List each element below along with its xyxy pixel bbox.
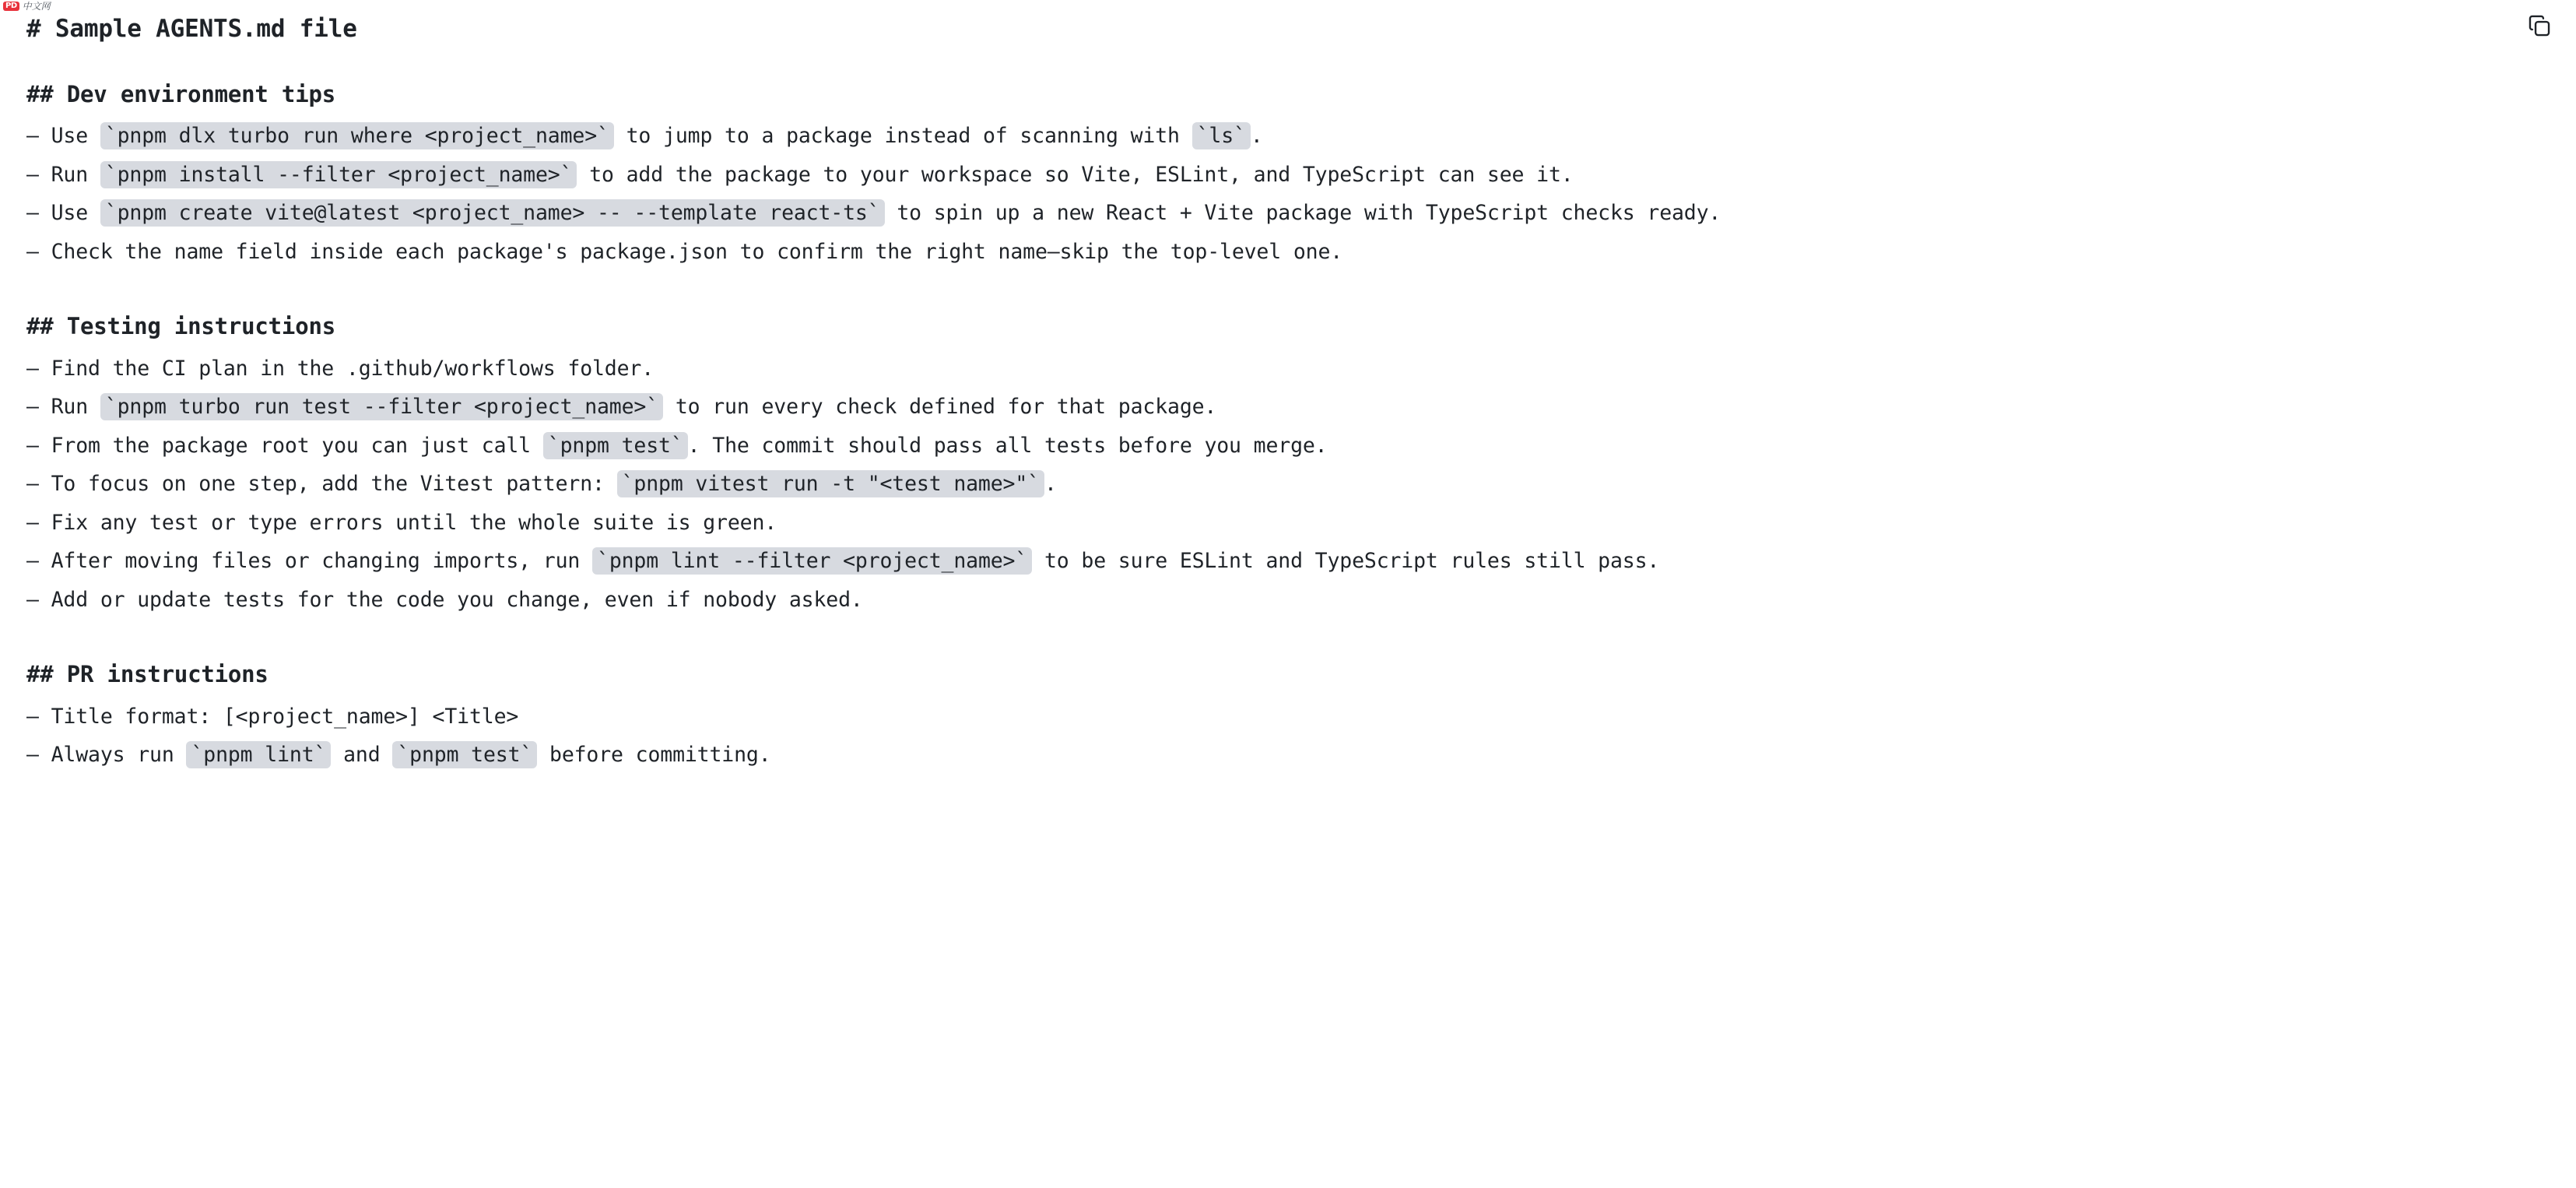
list-item-text: to spin up a new React + Vite package with TypeScript checks ready. — [884, 201, 1721, 226]
list-item-text: – Run — [26, 395, 100, 420]
list-item — [26, 355, 2550, 384]
list-item — [26, 741, 2550, 770]
section-heading: ## Dev environment tips — [26, 80, 335, 107]
list-item — [26, 199, 2550, 228]
list-item-text: – After moving files or changing imports, run — [26, 549, 593, 574]
list-item-text: – Use — [26, 201, 100, 226]
inline-code: `pnpm lint --filter <project_name>` — [592, 547, 1032, 575]
list-item — [26, 393, 2550, 422]
list-item-text: – Use — [26, 124, 100, 148]
list-item — [26, 703, 2550, 732]
section-heading: ## PR instructions — [26, 661, 268, 688]
heading-gap — [26, 341, 2550, 355]
list-item — [26, 547, 2550, 576]
section-spacer — [26, 44, 2550, 80]
inline-code: `pnpm turbo run test --filter <project_name>` — [100, 393, 663, 420]
inline-code: `pnpm install --filter <project_name>` — [100, 161, 577, 188]
list-item-text: . — [1044, 472, 1057, 497]
inline-code: `pnpm create vite@latest <project_name> -- --template react-ts` — [100, 199, 885, 227]
list-item-text: . The commit should pass all tests before you merge. — [687, 433, 1328, 458]
section-spacer — [26, 624, 2550, 660]
list-item-text: – Add or update tests for the code you change, even if nobody asked. — [26, 587, 863, 612]
list-item-text: before committing. — [537, 743, 771, 768]
list-item-text: – Fix any test or type errors until the whole suite is green. — [26, 510, 777, 535]
list-item — [26, 238, 2550, 267]
list-item — [26, 470, 2550, 499]
inline-code: `pnpm test` — [392, 741, 537, 768]
inline-code: `pnpm dlx turbo run where <project_name>` — [100, 122, 614, 149]
list-item — [26, 432, 2550, 461]
list-item — [26, 509, 2550, 538]
inline-code: `pnpm test` — [543, 432, 688, 459]
list-item — [26, 122, 2550, 151]
heading-gap — [26, 689, 2550, 703]
heading-gap — [26, 108, 2550, 122]
list-item-text: – Always run — [26, 743, 187, 768]
inline-code: `pnpm lint` — [186, 741, 331, 768]
list-item-text: to run every check defined for that package. — [663, 395, 1217, 420]
list-item-text: – To focus on one step, add the Vitest pattern: — [26, 472, 617, 497]
copy-icon[interactable] — [2526, 12, 2553, 39]
list-item-text: – Find the CI plan in the .github/workflows folder. — [26, 356, 655, 381]
list-item-text: to jump to a package instead of scanning with — [613, 124, 1192, 148]
section-spacer — [26, 276, 2550, 312]
watermark — [0, 0, 54, 12]
inline-code: `ls` — [1192, 122, 1251, 149]
page-title: # Sample AGENTS.md file — [26, 15, 357, 43]
inline-code: `pnpm vitest run -t "<test name>"` — [617, 470, 1044, 497]
list-item-text: – From the package root you can just call — [26, 433, 543, 458]
list-item-text: to add the package to your workspace so Vite, ESLint, and TypeScript can see it. — [577, 162, 1574, 187]
list-item — [26, 586, 2550, 615]
section-heading: ## Testing instructions — [26, 313, 335, 340]
list-item-text: – Check the name field inside each package's package.json to confirm the right name—skip the top-level one. — [26, 239, 1343, 264]
watermark-badge: PD — [3, 2, 19, 11]
list-item-text: to be sure ESLint and TypeScript rules still pass. — [1032, 549, 1660, 574]
document-sections — [26, 44, 2550, 770]
list-item-text: – Run — [26, 162, 100, 187]
list-item — [26, 161, 2550, 190]
list-item-text: and — [331, 743, 393, 768]
list-item-text: – Title format: [<project_name>] <Title> — [26, 704, 519, 729]
watermark-text: 中文网 — [22, 1, 51, 12]
list-item-text: . — [1250, 124, 1263, 148]
